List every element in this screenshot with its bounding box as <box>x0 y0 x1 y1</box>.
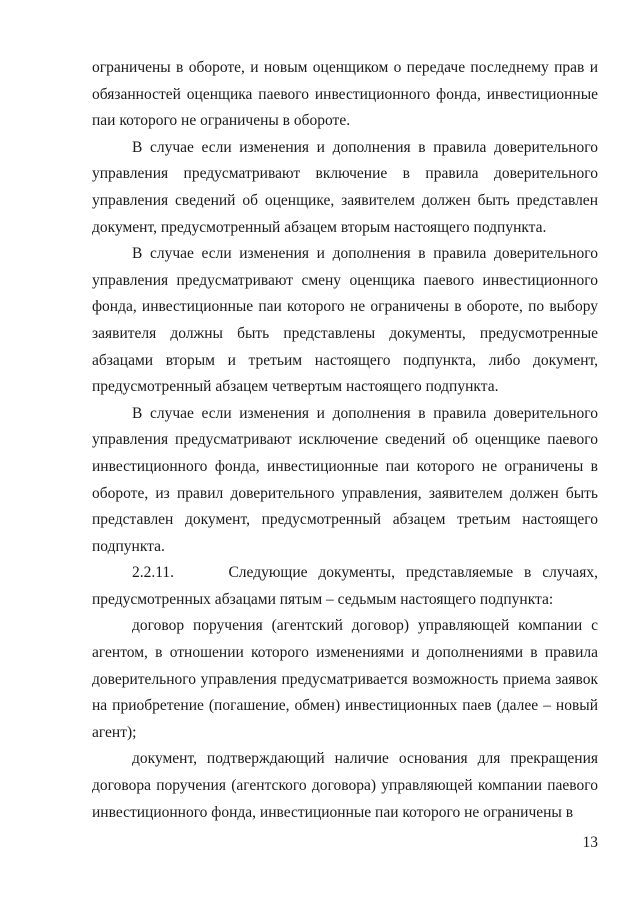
paragraph-2-2-11 <box>92 560 598 613</box>
paragraph-evaluator-change: В случае если изменения и дополнения в правила доверительного управления предусматривают смену оценщика паевого инвестиционного фонда, инвестиционные паи которого не ограничены в обороте, по выбору заявителя должны быть представлены документы, предусмотренные абзацами вторым и третьим настоящего подпункта, либо документ, предусмотренный абзацем четвертым настоящего подпункта. <box>92 245 598 396</box>
paragraph-evaluator-inclusion: В случае если изменения и дополнения в правила доверительного управления предусматривают включение в правила доверительного управления сведений об оценщике, заявителем должен быть представлен документ, предусмотренный абзацем вторым настоящего подпункта. <box>92 138 598 236</box>
clause-text: Следующие документы, представляемые в случаях, предусмотренных абзацами пятым – седьмым настоящего подпункта: <box>92 564 599 608</box>
paragraph-evaluator-exclusion: В случае если изменения и дополнения в правила доверительного управления предусматривают исключение сведений об оценщике паевого инвестиционного фонда, инвестиционные паи которого не ограничены в обороте, из правил доверительного управления, заявителем должен быть представлен документ, предусмотренный абзацем третьим настоящего подпункта. <box>92 404 598 555</box>
page-number: 13 <box>582 834 598 851</box>
paragraph-continuation: ограничены в обороте, и новым оценщиком о передаче последнему прав и обязанностей оценщика паевого инвестиционного фонда, инвестиционные паи которого не ограничены в обороте. <box>92 59 598 130</box>
paragraph-agent-contract: договор поручения (агентский договор) управляющей компании с агентом, в отношении которого изменениями и дополнениями в правила доверительного управления предусматривается возможность приема заявок на приобретение (погашение, обмен) инвестиционных паев (далее – новый агент); <box>92 617 598 741</box>
clause-number: 2.2.11. <box>132 564 175 582</box>
paragraph-termination-document: документ, подтверждающий наличие основания для прекращения договора поручения (агентского договора) управляющей компании паевого инвестиционного фонда, инвестиционные паи которого не ограничены в <box>92 750 598 821</box>
body-text <box>92 55 598 826</box>
